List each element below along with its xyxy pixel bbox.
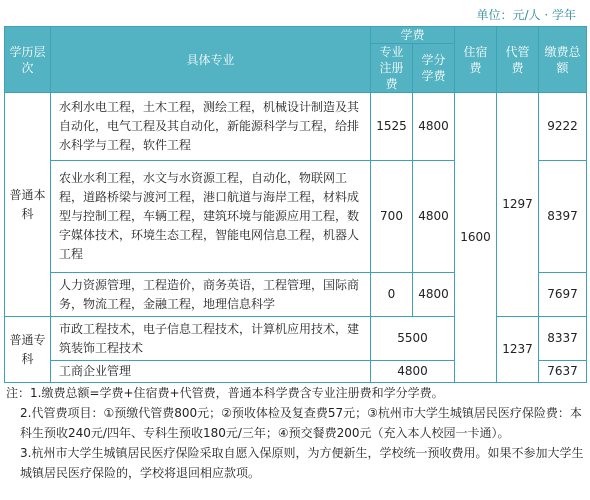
majors-cell: 人力资源管理，工程造价，商务英语，工程管理，国际商务，物流工程，金融工程，地理信息科学: [51, 273, 371, 317]
credit-fee-cell: 4800: [413, 161, 455, 273]
total-cell: 8397: [539, 161, 587, 273]
total-cell: 7697: [539, 273, 587, 317]
header-total: 缴费总额: [539, 27, 587, 93]
header-tuition: 学费: [371, 27, 455, 44]
majors-cell: 工商企业管理: [51, 361, 371, 383]
lodging-cell: 1600: [455, 93, 497, 383]
table-row: [5, 317, 587, 361]
table-row: [5, 93, 587, 161]
header-agency: 代管费: [497, 27, 539, 93]
fee-table: [4, 26, 587, 383]
majors-cell: 水利水电工程，土木工程，测绘工程，机械设计制造及其自动化，电气工程及其自动化，新能源科学与工程，给排水科学与工程，软件工程: [51, 93, 371, 161]
reg-fee-cell: 0: [371, 273, 413, 317]
tuition-cell: 4800: [371, 361, 455, 383]
tuition-cell: 5500: [371, 317, 455, 361]
level-benke: 普通本科: [5, 93, 51, 317]
total-cell: 9222: [539, 93, 587, 161]
note-2: 2.代管费项目：①预缴代管费800元；②预收体检及复查费57元；③杭州市大学生城镇居民医疗保险费：本科生预收240元/四年、专科生预收180元/三年；④预交餐费200元（充入本人校园一卡通）。: [20, 406, 582, 440]
agency-benke-cell: 1297: [497, 93, 539, 317]
majors-cell: 市政工程技术，电子信息工程技术，计算机应用技术，建筑装饰工程技术: [51, 317, 371, 361]
agency-zhuanke-cell: 1237: [497, 317, 539, 383]
note-3: 3.杭州市大学生城镇居民医疗保险采取自愿入保原则，为方便新生，学校统一预收费用。如果不参加大学生城镇居民医疗保险的，学校将退回相应款项。: [20, 446, 584, 480]
header-reg-fee: 专业注册费: [371, 44, 413, 93]
header-lodging: 住宿费: [455, 27, 497, 93]
header-major: 具体专业: [51, 27, 371, 93]
header-level: 学历层次: [5, 27, 51, 93]
majors-cell: 农业水利工程，水文与水资源工程，自动化，物联网工程，道路桥梁与渡河工程，港口航道与海岸工程，材料成型与控制工程，车辆工程，建筑环境与能源应用工程，数字媒体技术，环境生态工程，智能电网信息工程，机器人工程: [51, 161, 371, 273]
credit-fee-cell: 4800: [413, 93, 455, 161]
reg-fee-cell: 700: [371, 161, 413, 273]
notes: [6, 383, 586, 483]
credit-fee-cell: 4800: [413, 273, 455, 317]
reg-fee-cell: 1525: [371, 93, 413, 161]
total-cell: 7637: [539, 361, 587, 383]
header-credit-fee: 学分学费: [413, 44, 455, 93]
total-cell: 8337: [539, 317, 587, 361]
unit-label: 单位：元/人 · 学年: [476, 8, 576, 22]
level-zhuanke: 普通专科: [5, 317, 51, 383]
note-1: 注：1.缴费总额=学费+住宿费+代管费，普通本科学费含专业注册费和学分学费。: [6, 386, 444, 400]
